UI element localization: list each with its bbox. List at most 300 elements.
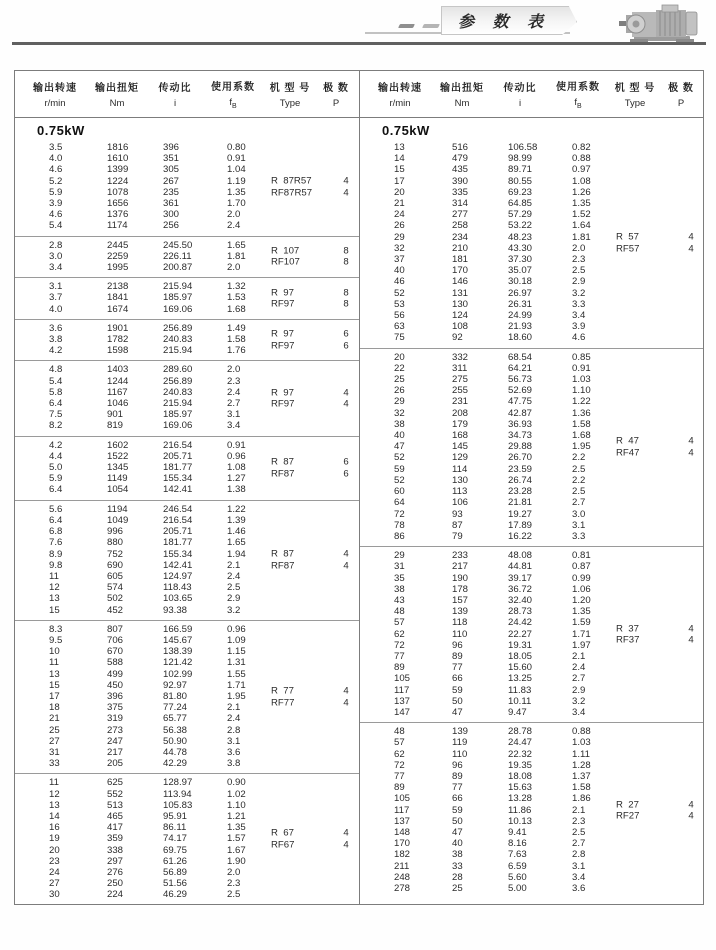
ratio-value: 21.93 [508,321,533,333]
speed-value: 33 [49,758,60,770]
torque-value: 1224 [107,175,129,187]
table-row [360,651,703,662]
torque-value: 901 [107,409,124,421]
pole-count-value: 4 [343,398,349,410]
torque-value: 625 [107,777,124,789]
speed-value: 3.9 [49,198,63,210]
torque-value: 118 [452,617,468,629]
speed-value: 5.4 [49,375,63,387]
ratio-value: 145.67 [163,634,193,646]
table-row [360,696,703,707]
speed-value: 21 [394,198,405,210]
pole-count-value: 8 [343,298,349,310]
speed-value: 63 [394,321,405,333]
speed-value: 75 [394,332,405,344]
ratio-value: 5.60 [508,871,527,883]
service-factor-value: 2.0 [572,242,586,254]
speed-value: 14 [394,153,405,165]
torque-value: 113 [452,486,468,498]
table-row [360,662,703,673]
service-factor-value: 2.1 [227,559,241,571]
ratio-value: 34.73 [508,430,533,442]
column-header-unit: i [173,98,177,109]
speed-value: 5.2 [49,175,63,187]
service-factor-value: 1.95 [227,690,246,702]
service-factor-value: 3.1 [572,860,586,872]
gear-unit-block [15,319,359,361]
gear-unit-block [360,546,703,722]
table-row [360,176,703,187]
speed-value: 53 [394,298,405,310]
ratio-value: 64.21 [508,362,533,374]
speed-value: 13 [49,593,60,605]
speed-value: 26 [394,385,405,397]
table-row [15,153,359,164]
ratio-value: 18.05 [508,650,533,662]
ratio-value: 22.32 [508,748,533,760]
type-line [271,257,363,269]
pole-count-value: 4 [343,548,349,560]
speed-value: 37 [394,254,405,266]
pole-count-value: 4 [343,560,349,572]
table-row [360,771,703,782]
speed-value: 43 [394,594,405,606]
speed-value: 117 [394,684,410,696]
torque-value: 89 [452,770,463,782]
ratio-value: 77.24 [163,702,188,714]
model-type-label: RF87 [271,468,295,480]
ratio-value: 48.08 [508,550,533,562]
table-row [15,878,359,889]
type-line [271,245,363,257]
table-row [360,782,703,793]
ratio-value: 13.28 [508,793,533,805]
torque-value: 181 [452,254,469,266]
table-row [360,673,703,684]
speed-value: 6.4 [49,514,63,526]
table-row [15,800,359,811]
speed-value: 52 [394,474,405,486]
model-type-label: R 27 [616,799,639,811]
gear-unit-block [360,348,703,546]
speed-value: 72 [394,639,405,651]
table-row [15,537,359,548]
torque-value: 1399 [107,164,129,176]
ratio-value: 138.39 [163,646,193,658]
table-row [15,376,359,387]
service-factor-value: 2.3 [227,878,241,890]
ratio-value: 102.99 [163,668,193,680]
column-header-unit: r/min [44,98,66,109]
ratio-value: 267 [163,175,180,187]
service-factor-value: 1.97 [572,639,591,651]
speed-value: 40 [394,265,405,277]
model-type-label: RF47 [616,447,640,459]
service-factor-value: 2.1 [572,650,586,662]
table-row [15,526,359,537]
table-row [15,758,359,769]
torque-value: 1376 [107,209,129,221]
ratio-value: 24.42 [508,617,533,629]
speed-value: 4.0 [49,303,63,315]
ratio-value: 245.50 [163,239,193,251]
ratio-value: 155.34 [163,548,193,560]
ratio-value: 68.54 [508,351,533,363]
gear-unit-block [15,236,359,278]
torque-value: 435 [452,164,469,176]
table-row [360,332,703,343]
type-line [616,436,703,448]
type-line [271,686,363,698]
column-header-cn: 极 数 [323,83,349,94]
table-row [15,198,359,209]
torque-value: 47 [452,706,463,718]
torque-value: 106 [452,497,469,509]
pole-count-value: 4 [688,623,694,635]
speed-value: 211 [394,860,410,872]
speed-value: 38 [394,583,405,595]
table-row [360,827,703,838]
speed-value: 24 [394,209,405,221]
ratio-value: 56.89 [163,866,188,878]
pole-count-value: 4 [343,175,349,187]
speed-value: 13 [49,799,60,811]
model-type-label: RF77 [271,697,295,709]
speed-value: 12 [49,788,60,800]
torque-value: 1841 [107,292,129,304]
column-header [662,79,700,109]
ratio-value: 205.71 [163,526,193,538]
ratio-value: 105.83 [163,799,193,811]
table-row [360,685,703,696]
torque-value: 168 [452,430,469,442]
ratio-value: 19.35 [508,759,533,771]
torque-value: 1995 [107,262,129,274]
table-row [360,310,703,321]
torque-value: 2138 [107,281,129,293]
table-row [360,486,703,497]
service-factor-value: 1.94 [227,548,246,560]
service-factor-value: 2.5 [227,582,241,594]
torque-value: 28 [452,871,463,883]
pole-count-value: 8 [343,245,349,257]
cut-off-text-fragment [398,24,415,28]
speed-value: 62 [394,748,405,760]
torque-value: 1598 [107,345,129,357]
torque-value: 297 [107,855,124,867]
service-factor-value: 2.4 [572,662,586,674]
service-factor-value: 2.2 [572,474,586,486]
ratio-value: 256.89 [163,375,193,387]
type-line [616,243,703,255]
service-factor-value: 0.91 [227,439,246,451]
torque-value: 1054 [107,484,129,496]
type-line [271,457,363,469]
speed-value: 137 [394,815,411,827]
ratio-value: 166.59 [163,623,193,635]
torque-value: 277 [452,209,469,221]
service-factor-value: 2.3 [227,375,241,387]
speed-value: 15 [49,679,60,691]
torque-value: 33 [452,860,463,872]
speed-value: 57 [394,617,405,629]
speed-value: 147 [394,706,411,718]
type-line [616,623,703,635]
table-row [360,573,703,584]
torque-value: 1078 [107,186,129,198]
ratio-value: 15.63 [508,782,533,794]
torque-value: 452 [107,604,124,616]
ratio-value: 11.83 [508,684,532,696]
table-row [360,550,703,561]
speed-value: 59 [394,463,405,475]
speed-value: 25 [49,724,60,736]
table-column-right [359,118,703,905]
ratio-value: 15.60 [508,662,533,674]
service-factor-value: 1.35 [572,198,591,210]
service-factor-value: 3.3 [572,530,586,542]
model-type-label: R 47 [616,435,639,447]
speed-value: 2.8 [49,239,63,251]
speed-value: 7.5 [49,409,63,421]
speed-value: 27 [49,878,60,890]
column-header-cn: 使用系数 [556,82,600,94]
type-line [271,176,363,188]
service-factor-value: 1.09 [227,634,246,646]
ratio-value: 113.94 [163,788,192,800]
column-header [23,79,87,109]
service-factor-value: 3.6 [572,883,586,894]
speed-value: 3.0 [49,250,63,262]
speed-value: 8.3 [49,623,63,635]
table-row [360,531,703,542]
service-factor-value: 2.4 [227,570,241,582]
speed-value: 77 [394,650,405,662]
service-factor-value: 1.53 [227,292,246,304]
ratio-value: 9.47 [508,706,527,718]
service-factor-value: 0.87 [572,561,591,573]
table-row [360,520,703,531]
torque-value: 605 [107,570,124,582]
service-factor-value: 3.8 [227,758,241,770]
torque-value: 40 [452,838,463,850]
gear-motor-image [618,3,706,45]
gear-unit-block [360,139,703,348]
service-factor-value: 2.8 [227,724,241,736]
speed-value: 278 [394,883,411,894]
service-factor-value: 2.7 [572,673,586,685]
table-header-left [15,71,359,117]
service-factor-value: 1.95 [572,441,591,453]
table-row [360,464,703,475]
table-row [15,889,359,900]
ratio-value: 46.29 [163,889,188,901]
type-line [271,329,363,341]
torque-value: 479 [452,153,469,165]
ratio-value: 205.71 [163,450,193,462]
service-factor-value: 0.91 [572,362,591,374]
ratio-value: 226.11 [163,250,192,262]
service-factor-value: 2.1 [227,702,241,714]
speed-value: 11 [49,570,59,582]
torque-value: 59 [452,804,463,816]
table-row [360,707,703,718]
torque-value: 255 [452,385,469,397]
ratio-value: 56.38 [163,724,188,736]
ratio-value: 169.06 [163,303,193,315]
table-row [360,396,703,407]
torque-value: 338 [107,844,124,856]
table-row [360,164,703,175]
ratio-value: 89.71 [508,164,533,176]
torque-value: 311 [452,362,468,374]
ratio-value: 52.69 [508,385,533,397]
speed-value: 89 [394,782,405,794]
service-factor-value: 1.76 [227,345,246,357]
type-line [271,287,363,299]
table-row [360,584,703,595]
ratio-value: 185.97 [163,409,193,421]
speed-value: 5.8 [49,386,63,398]
table-row [360,153,703,164]
pole-count-value: 4 [688,243,694,255]
torque-value: 375 [107,702,124,714]
ratio-value: 93.38 [163,604,188,616]
table-row [15,747,359,758]
speed-value: 19 [49,833,60,845]
torque-value: 258 [452,220,469,232]
type-line [616,635,703,647]
torque-value: 231 [452,396,469,408]
speed-value: 11 [49,657,59,669]
service-factor-value: 3.0 [572,508,586,520]
pole-count-value: 4 [688,810,694,822]
service-factor-value: 0.80 [227,142,246,153]
torque-value: 996 [107,526,124,538]
torque-value: 1602 [107,439,129,451]
service-factor-value: 2.1 [572,804,586,816]
service-factor-value: 1.49 [227,322,246,334]
ratio-value: 42.87 [508,407,533,419]
torque-value: 170 [452,265,469,277]
model-type-label: RF97 [271,398,295,410]
model-type-label: R 77 [271,685,294,697]
column-header-unit: r/min [389,98,411,109]
ratio-value: 246.54 [163,503,193,515]
torque-value: 502 [107,593,124,605]
service-factor-value: 1.10 [572,385,591,397]
speed-value: 64 [394,497,405,509]
table-row [360,737,703,748]
service-factor-value: 3.2 [572,287,586,299]
service-factor-value: 2.8 [572,849,586,861]
service-factor-value: 3.1 [227,409,241,421]
speed-value: 5.9 [49,473,63,485]
torque-value: 2259 [107,250,129,262]
speed-value: 29 [394,231,405,243]
speed-value: 5.6 [49,503,63,515]
type-line [616,811,703,823]
service-factor-value: 1.68 [572,430,591,442]
speed-value: 38 [394,418,405,430]
type-line [616,799,703,811]
torque-value: 1901 [107,322,129,334]
speed-value: 13 [394,142,405,153]
ratio-value: 10.11 [508,695,532,707]
type-line [271,549,363,561]
service-factor-value: 1.81 [227,250,246,262]
table-row [360,321,703,332]
torque-value: 108 [452,321,469,333]
speed-value: 6.4 [49,484,63,496]
ratio-value: 256.89 [163,322,193,334]
ratio-value: 200.87 [163,262,193,274]
service-factor-value: 3.9 [572,321,586,333]
ratio-value: 95.91 [163,810,188,822]
gear-unit-block [15,360,359,435]
speed-value: 7.6 [49,537,63,549]
speed-value: 148 [394,826,411,838]
speed-value: 18 [49,702,60,714]
table-row [15,605,359,616]
torque-value: 87 [452,519,463,531]
ratio-value: 215.94 [163,281,193,293]
column-header-unit: $f_B$ [574,97,582,110]
speed-value: 4.6 [49,209,63,221]
speed-value: 4.4 [49,450,63,462]
service-factor-value: 2.7 [572,497,586,509]
table-row [360,299,703,310]
service-factor-value: 1.21 [227,810,246,822]
type-and-poles [616,436,703,459]
speed-value: 30 [49,889,60,901]
service-factor-value: 2.7 [572,838,586,850]
speed-value: 20 [49,844,60,856]
service-factor-value: 2.2 [572,452,586,464]
speed-value: 13 [49,668,60,680]
ratio-value: 118.43 [163,582,192,594]
speed-value: 29 [394,550,405,562]
column-header [492,79,548,109]
service-factor-value: 1.58 [227,334,246,346]
model-type-label: R 57 [616,231,639,243]
speed-value: 56 [394,310,405,322]
torque-value: 276 [107,866,124,878]
model-type-label: RF97 [271,340,295,352]
speed-value: 4.2 [49,345,63,357]
speed-value: 89 [394,662,405,674]
table-row [15,571,359,582]
table-row [360,419,703,430]
torque-value: 450 [107,679,124,691]
type-and-poles [271,287,363,310]
service-factor-value: 1.71 [227,679,246,691]
table-row [360,374,703,385]
ratio-value: 98.99 [508,153,533,165]
speed-value: 32 [394,242,405,254]
torque-value: 752 [107,548,124,560]
service-factor-value: 3.4 [572,871,586,883]
ratio-value: 16.22 [508,530,533,542]
ratio-value: 240.83 [163,334,193,346]
speed-value: 3.7 [49,292,63,304]
pole-count-value: 6 [343,340,349,352]
ratio-value: 8.16 [508,838,527,850]
torque-value: 417 [107,822,124,834]
table-row [15,164,359,175]
speed-value: 5.0 [49,462,63,474]
service-factor-value: 0.96 [227,623,246,635]
